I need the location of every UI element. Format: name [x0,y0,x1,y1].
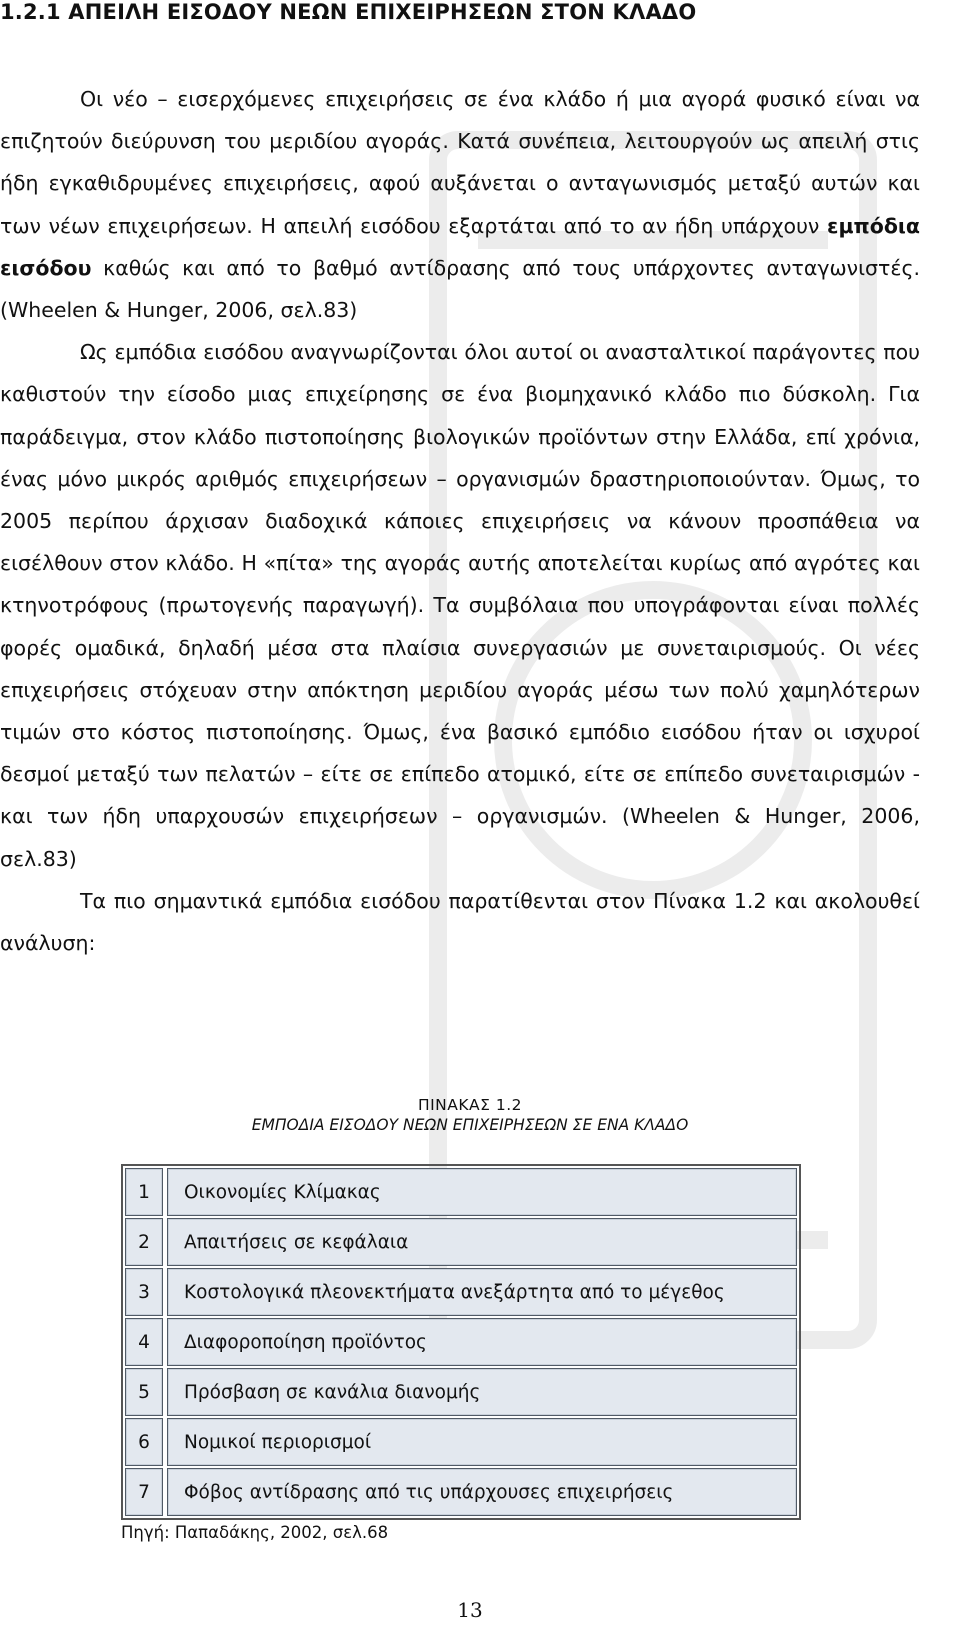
row-label: Κοστολογικά πλεονεκτήματα ανεξάρτητα από το μέγεθος [167,1268,797,1316]
paragraph-1 [0,78,920,331]
paragraph-1-text-b: καθώς και από το βαθμό αντίδρασης από τους υπάρχοντες ανταγωνιστές. (Wheelen & Hunger, 2006, σελ.83) [0,255,920,323]
page-number: 13 [457,1598,483,1622]
row-number: 2 [125,1218,163,1266]
row-label: Διαφοροποίηση προϊόντος [167,1318,797,1366]
table-caption-number: ΠΙΝΑΚΑΣ 1.2 [417,1096,523,1114]
row-label: Απαιτήσεις σε κεφάλαια [167,1218,797,1266]
row-label: Νομικοί περιορισμοί [167,1418,797,1466]
body-text [0,78,920,964]
table-row [125,1168,797,1216]
table-row [125,1318,797,1366]
table-row [125,1218,797,1266]
row-label: Φόβος αντίδρασης από τις υπάρχουσες επιχειρήσεις [167,1468,797,1516]
row-number: 5 [125,1368,163,1416]
row-label: Οικονομίες Κλίμακας [167,1168,797,1216]
paragraph-1-bold-term: εμπόδια εισόδου [0,213,920,280]
table-source: Πηγή: Παπαδάκης, 2002, σελ.68 [121,1523,389,1542]
row-number: 7 [125,1468,163,1516]
paragraph-3: Τα πιο σημαντικά εμπόδια εισόδου παρατίθενται στον Πίνακα 1.2 και ακολουθεί ανάλυση: [0,888,920,956]
barriers-table [121,1164,801,1520]
section-heading: 1.2.1 ΑΠΕΙΛΗ ΕΙΣΟΔΟΥ ΝΕΩΝ ΕΠΙΧΕΙΡΗΣΕΩΝ ΣΤΟΝ ΚΛΑΔΟ [0,0,697,24]
table-row [125,1268,797,1316]
paragraph-2: Ως εμπόδια εισόδου αναγνωρίζονται όλοι αυτοί οι ανασταλτικοί παράγοντες που καθιστούν την είσοδο μιας επιχείρησης σε ένα βιομηχανικό κλάδο πιο δύσκολη. Για παράδειγμα, στον κλάδο πιστοποίησης βιολογικών προϊόντων στην Ελλάδα, επί χρόνια, ένας μόνο μικρός αριθμός επιχειρήσεων – οργανισμών δραστηριοποιούνταν. Όμως, το 2005 περίπου άρχισαν διαδοχικά κάποιες επιχειρήσεις να κάνουν προσπάθεια να εισέλθουν στον κλάδο. Η «πίτα» της αγοράς αυτής αποτελείται κυρίως από αγρότες και κτηνοτρόφους (πρωτογενής παραγωγή). Τα συμβόλαια που υπογράφονται είναι πολλές φορές ομαδικά, δηλαδή μέσα στα πλαίσια συνεργασιών με συνεταιρισμούς. Οι νέες επιχειρήσεις στόχευαν στην απόκτηση μεριδίου αγοράς μέσω των πολύ χαμηλότερων τιμών στο κόστος πιστοποίησης. Όμως, ένα βασικό εμπόδιο εισόδου ήταν οι ισχυροί δεσμοί μεταξύ των πελατών – είτε σε επίπεδο ατομικό, είτε σε επίπεδο συνεταιρισμών - και των ήδη υπαρχουσών επιχειρήσεων – οργανισμών. (Wheelen & Hunger, 2006, σελ.83) [0,340,920,871]
row-number: 3 [125,1268,163,1316]
table-row [125,1468,797,1516]
paragraph-1-text-a: Οι νέο – εισερχόμενες επιχειρήσεις σε ένα κλάδο ή μια αγορά φυσικό είναι να επιζητούν διεύρυνση του μεριδίου αγοράς. Κατά συνέπεια, λειτουργούν ως απειλή στις ήδη εγκαθιδρυμένες επιχειρήσεις, αφού αυξάνεται ο ανταγωνισμός μεταξύ αυτών και των νέων επιχειρήσεων. Η απειλή εισόδου εξαρτάται από το αν ήδη υπάρχουν [0,87,920,238]
row-number: 6 [125,1418,163,1466]
row-label: Πρόσβαση σε κανάλια διανομής [167,1368,797,1416]
table-caption-title: ΕΜΠΟΔΙΑ ΕΙΣΟΔΟΥ ΝΕΩΝ ΕΠΙΧΕΙΡΗΣΕΩΝ ΣΕ ΕΝΑ ΚΛΑΔΟ [251,1116,689,1134]
row-number: 1 [125,1168,163,1216]
row-number: 4 [125,1318,163,1366]
table-row [125,1418,797,1466]
table-row [125,1368,797,1416]
